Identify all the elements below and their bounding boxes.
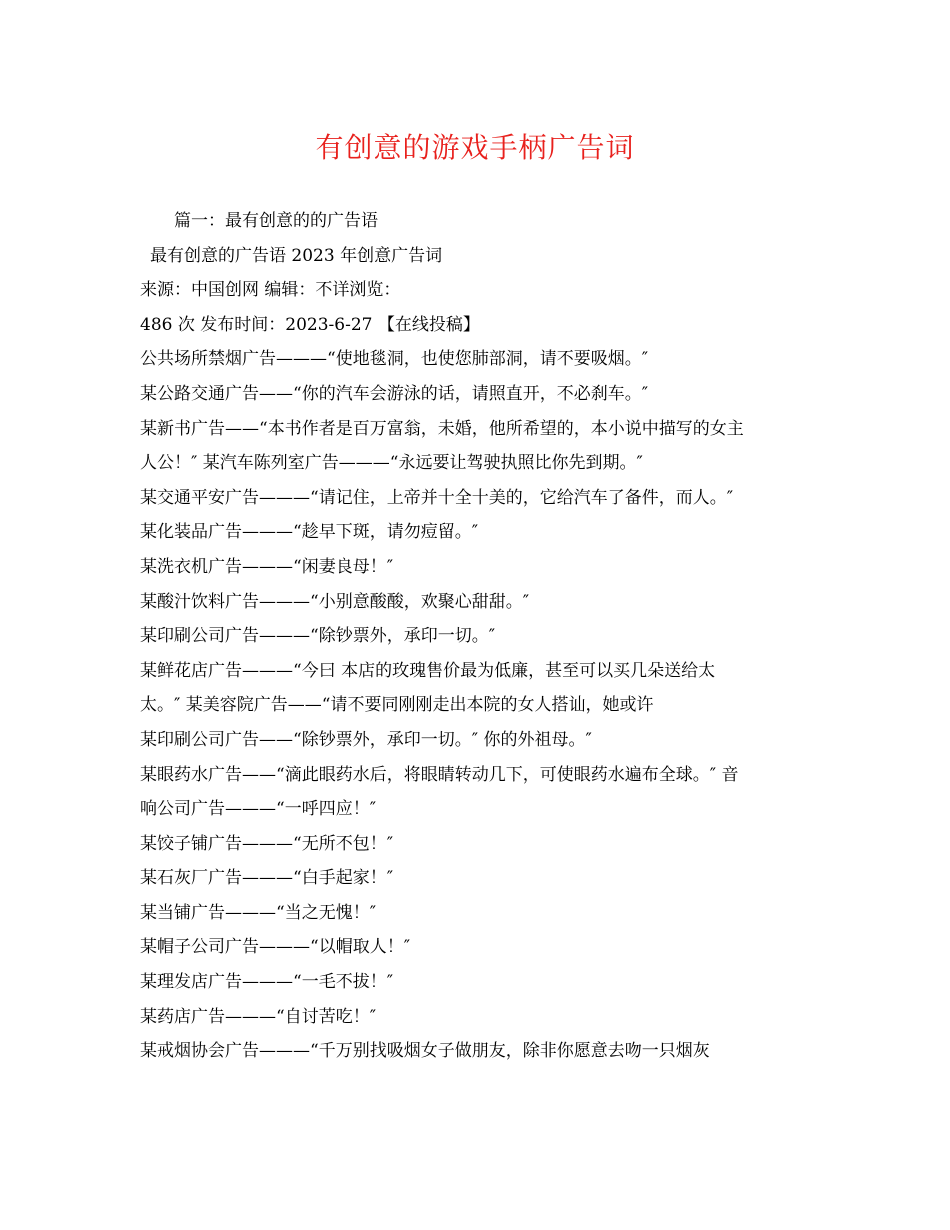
text-line: 响公司广告———“一呼四应！″ <box>140 799 377 820</box>
text-line: 某当铺广告———“当之无愧！″ <box>140 902 377 923</box>
text-line: 486 次 发布时间：2023-6-27 【在线投稿】 <box>140 314 480 335</box>
text-line: 某印刷公司广告———“除钞票外，承印一切。″ <box>140 626 496 647</box>
text-line: 某交通平安广告———“请记住，上帝并十全十美的，它给汽车了备件，而人。″ <box>140 487 734 508</box>
text-line: 某饺子铺广告———“无所不包！″ <box>140 833 394 854</box>
text-line: 某药店广告———“自讨苦吃！″ <box>140 1006 377 1027</box>
text-line: 某理发店广告———“一毛不拔！″ <box>140 972 394 993</box>
document-body <box>140 204 820 1069</box>
text-line: 某石灰厂广告———“白手起家！″ <box>140 868 394 889</box>
text-line: 某公路交通广告——“你的汽车会游泳的话，请照直开，不必刹车。″ <box>140 383 649 404</box>
document-title: 有创意的游戏手柄广告词 <box>315 131 635 164</box>
text-line: 太。″ 某美容院广告——“请不要同刚刚走出本院的女人搭讪，她或许 <box>140 695 654 716</box>
text-line: 公共场所禁烟广告———“使地毯洞，也使您肺部洞，请不要吸烟。″ <box>140 349 649 370</box>
text-line: 某帽子公司广告———“以帽取人！″ <box>140 937 411 958</box>
text-line: 某鲜花店广告———“今曰 本店的玫瑰售价最为低廉，甚至可以买几朵送给太 <box>140 660 716 681</box>
text-line: 某眼药水广告——“滴此眼药水后，将眼睛转动几下，可使眼药水遍布全球。″ 音 <box>140 764 739 785</box>
text-line: 某化装品广告———“趁早下斑，请勿痘留。″ <box>140 522 479 543</box>
text-line: 某印刷公司广告——“除钞票外，承印一切。″ 你的外祖母。″ <box>140 729 592 750</box>
text-line: 人公！″ 某汽车陈列室广告———“永远要让驾驶执照比你先到期。″ <box>140 453 643 474</box>
text-line: 某酸汁饮料广告———“小别意酸酸，欢聚心甜甜。″ <box>140 591 530 612</box>
text-line: 最有创意的广告语 2023 年创意广告词 <box>150 245 443 266</box>
text-line: 某洗衣机广告———“闲妻良母！″ <box>140 556 394 577</box>
text-line: 某戒烟协会广告———“千万别找吸烟女子做朋友，除非你愿意去吻一只烟灰 <box>140 1041 710 1062</box>
text-line: 篇一：最有创意的的广告语 <box>174 211 378 231</box>
text-line: 来源：中国创网 编辑：不详浏览： <box>140 280 401 301</box>
text-line: 某新书广告——“本书作者是百万富翁，未婚，他所希望的，本小说中描写的女主 <box>140 418 744 439</box>
